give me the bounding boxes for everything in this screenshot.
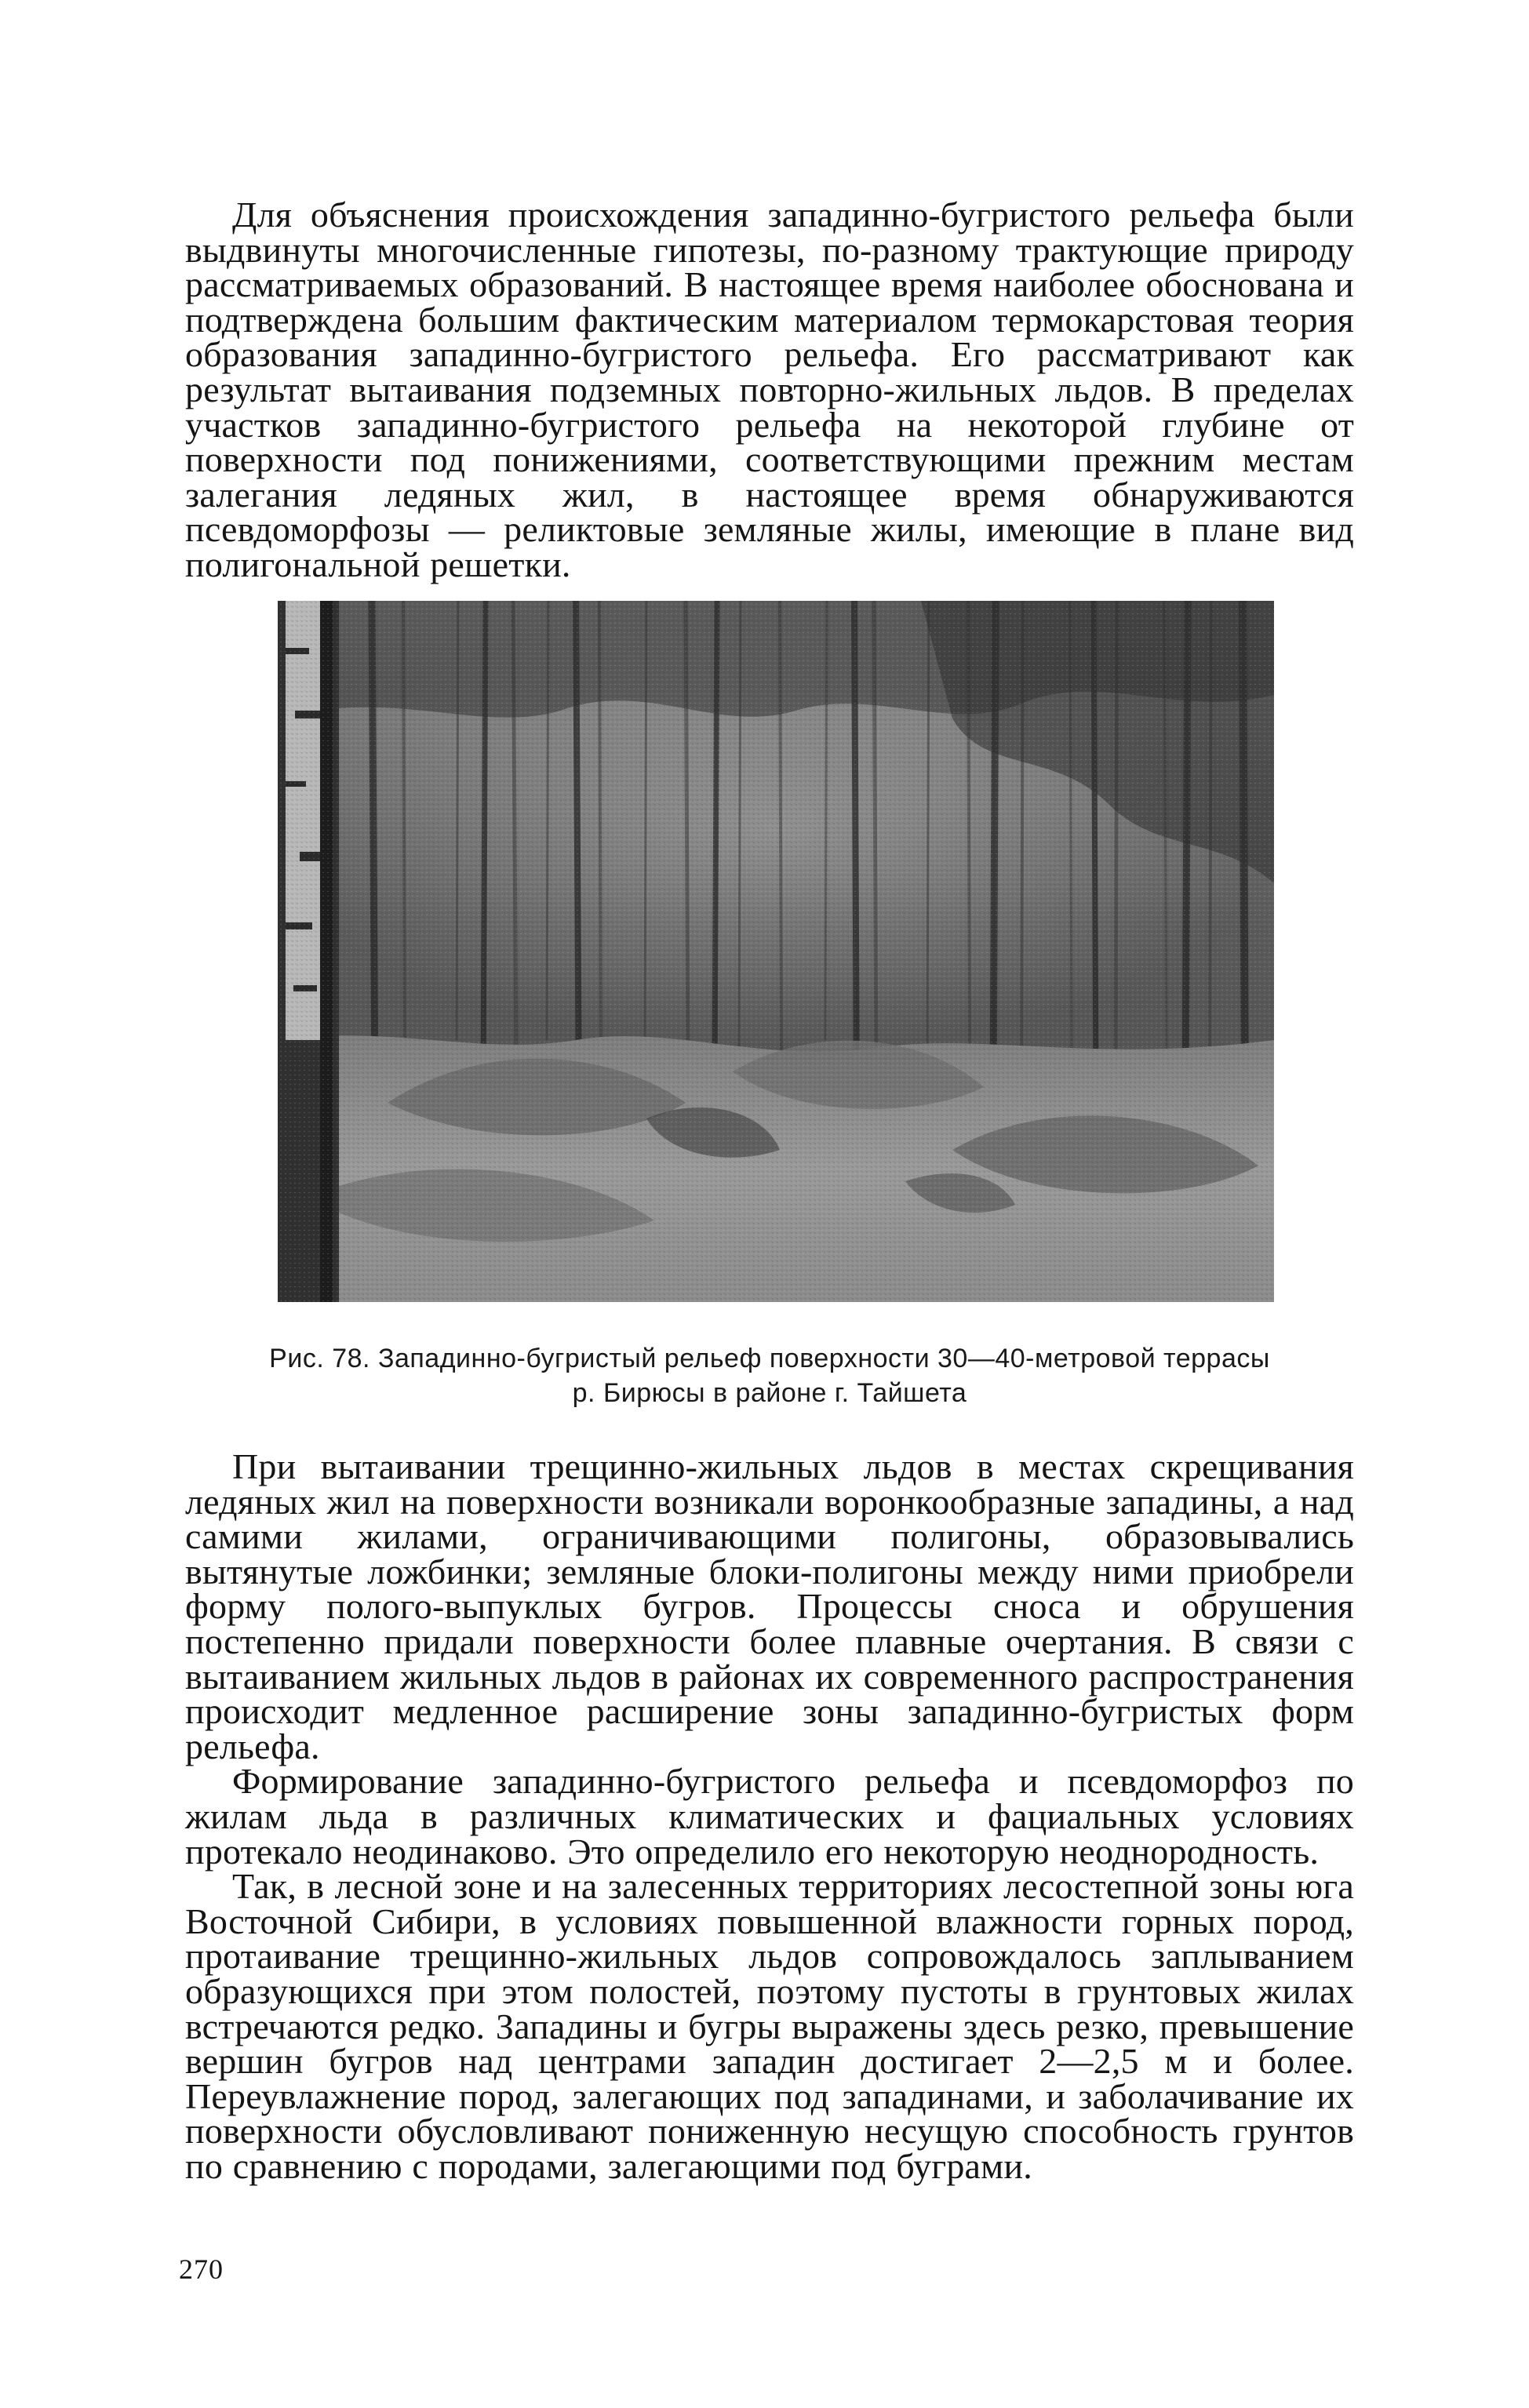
bottom-text-block [185,1446,1354,2186]
page-number: 270 [179,2253,224,2285]
figure-caption [185,1341,1354,1410]
paragraph: Формирование западинно-бугристого рельефа и псевдоморфоз по жилам льда в различных климатических и фациальных условиях протекало неодинаково. Это определило его некоторую неоднородность. [185,1761,1354,1871]
forest-photograph [278,601,1274,1302]
caption-line: Рис. 78. Западинно-бугристый рельеф поверхности 30—40-метровой террасы [269,1344,1270,1373]
top-text-block [185,195,1354,584]
paragraph: Для объяснения происхождения западинно-бугристого рельефа были выдвинуты многочисленные гипотезы, по-разному трактующие природу рассматриваемых образований. В настоящее время наиболее обоснована и подтверждена большим фактическим материалом термокарстовая теория образования западинно-бугристого рельефа. Его рассматривают как результат вытаивания подземных повторно-жильных льдов. В пределах участков западинно-бугристого рельефа на некоторой глубине от поверхности под понижениями, соответствующими прежним местам залегания ледяных жил, в настоящее время обнаруживаются псевдоморфозы — реликтовые земляные жилы, имеющие в плане вид полигональной решетки. [185,195,1354,584]
caption-line: р. Бирюсы в районе г. Тайшета [572,1378,967,1408]
paragraph: При вытаивании трещинно-жильных льдов в местах скрещивания ледяных жил на поверхности возникали воронкообразные западины, а над самими жилами, ограничивающими полигоны, образовывались вытянутые ложбинки; земляные блоки-полигоны между ними приобрели форму полого-выпуклых бугров. Процессы сноса и обрушения постепенно придали поверхности более плавные очертания. В связи с вытаиванием жильных льдов в районах их современного распространения происходит медленное расширение зоны западинно-бугристых форм рельефа. [185,1446,1354,1766]
paragraph: Так, в лесной зоне и на залесенных территориях лесостепной зоны юга Восточной Сибири, в условиях повышенной влажности горных пород, протаивание трещинно-жильных льдов сопровождалось заплыванием образующихся при этом полостей, поэтому пустоты в грунтовых жилах встречаются редко. Западины и бугры выражены здесь резко, превышение вершин бугров над центрами западин достигает 2—2,5 м и более. Переувлажнение пород, залегающих под западинами, и заболачивание их поверхности обусловливают пониженную несущую способность грунтов по сравнению с породами, залегающими под буграми. [185,1866,1354,2186]
